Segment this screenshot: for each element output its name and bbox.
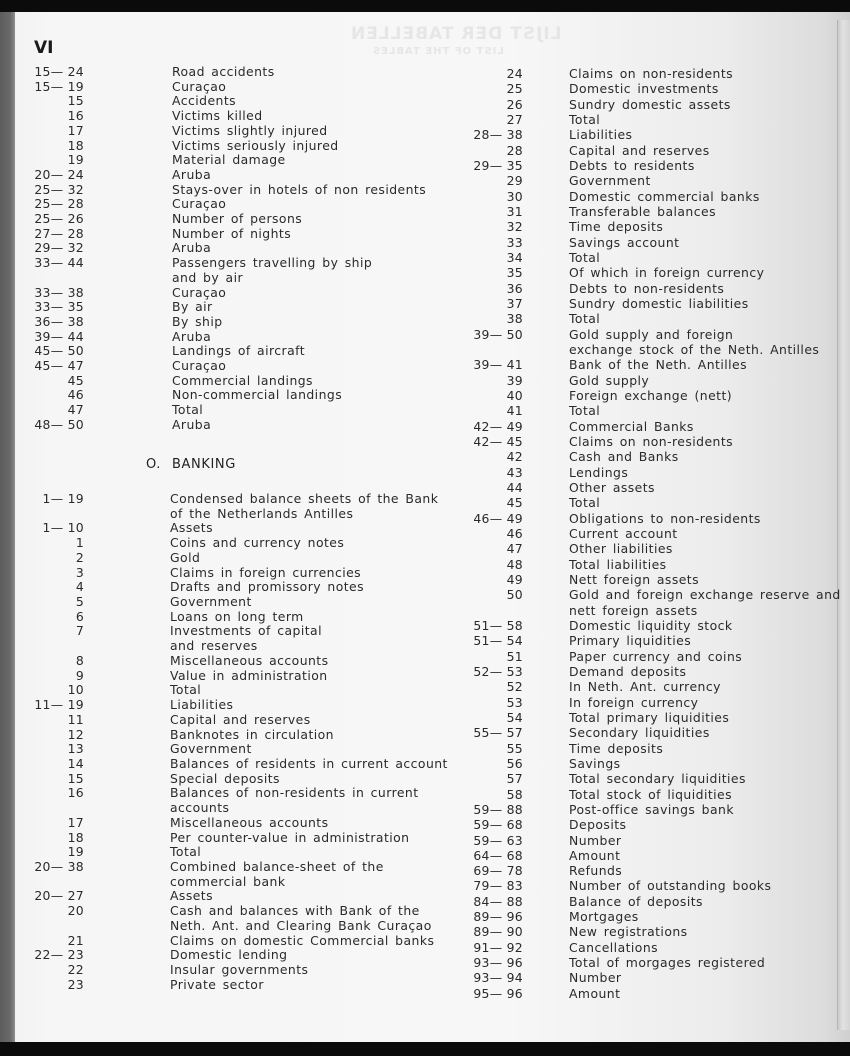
table-title: Debts to residents [569, 157, 695, 173]
table-title: Claims on non-residents [569, 66, 734, 81]
book-binding [0, 12, 15, 1042]
table-title: In Neth. Ant. currency [569, 679, 721, 695]
table-title: Deposits [569, 817, 627, 833]
table-number-range: 9 [75, 667, 84, 683]
table-title: Sundry domestic assets [569, 96, 731, 112]
table-number-range: 56 [506, 755, 523, 771]
table-title: Balance of deposits [569, 893, 703, 909]
table-title: Value in administration [170, 667, 328, 683]
table-number-range: 1 [75, 535, 84, 551]
table-number-range: 91— 92 [473, 939, 523, 955]
table-title: Domestic commercial banks [569, 188, 760, 204]
table-title: Total [569, 403, 601, 419]
table-number-range: 59— 63 [473, 832, 523, 848]
table-number-range: 26 [506, 96, 523, 112]
table-number-range: 45— 50 [34, 343, 84, 359]
table-number-range: 17 [67, 122, 84, 138]
table-title: Capital and reserves [569, 142, 710, 158]
table-title: Banknotes in circulation [170, 726, 334, 742]
table-title: Other assets [569, 479, 655, 495]
table-title: Investments of capital [170, 623, 322, 639]
table-number-range: 16 [67, 108, 84, 124]
table-number-range: 69— 78 [473, 863, 523, 879]
table-title: Amount [569, 847, 621, 863]
table-number-range: 29— 35 [473, 157, 523, 173]
table-title: Miscellaneous accounts [170, 814, 329, 830]
bleed-through-title: LIJST DER TABELLEN [350, 24, 562, 44]
table-number-range: 20— 38 [34, 859, 84, 874]
table-number-range: 1— 10 [42, 520, 84, 536]
table-number-range: 15 [67, 770, 84, 786]
table-title: Other liabilities [569, 541, 673, 557]
table-title: Refunds [569, 863, 623, 879]
table-title: Passengers travelling by ship [172, 255, 373, 271]
table-title: Victims slightly injured [172, 122, 328, 138]
table-title: Foreign exchange (nett) [569, 387, 733, 403]
table-number-range: 7 [75, 623, 84, 639]
table-title: Drafts and promissory notes [170, 579, 365, 595]
table-number-range: 13 [67, 741, 84, 757]
table-title: Gold supply and foreign [569, 326, 734, 342]
table-number-range: 37 [506, 295, 523, 311]
table-number-range: 11 [67, 711, 84, 727]
table-number-range: 79— 83 [473, 878, 523, 894]
table-number-range: 42— 45 [473, 433, 523, 449]
table-number-range: 36 [506, 280, 523, 296]
table-title: exchange stock of the Neth. Antilles [569, 341, 820, 357]
table-title: Loans on long term [170, 608, 304, 624]
table-title: Aruba [172, 166, 212, 182]
table-number-range: 24 [506, 66, 523, 81]
table-number-range: 1— 19 [42, 491, 84, 506]
table-number-range: 17 [67, 814, 84, 830]
table-title: Per counter-value in administration [170, 829, 410, 845]
table-number-range: 59— 68 [473, 817, 523, 833]
table-number-range: 15 [67, 93, 84, 109]
table-number-range: 52 [506, 679, 523, 695]
table-title: Secondary liquidities [569, 725, 710, 741]
table-number-range: 42— 49 [473, 418, 523, 434]
table-title: In foreign currency [569, 694, 699, 710]
table-number-range: 15— 19 [34, 78, 84, 94]
table-number-range: 15— 24 [34, 64, 84, 79]
table-number-range: 84— 88 [473, 893, 523, 909]
table-title: Time deposits [569, 740, 664, 756]
page-edge [837, 20, 850, 1030]
table-title: Stays-over in hotels of non residents [172, 181, 427, 197]
table-number-range: 18 [67, 829, 84, 845]
table-title: Claims on non-residents [569, 433, 734, 449]
table-title: Curaçao [172, 78, 227, 94]
table-title: Cancellations [569, 939, 659, 955]
table-title: Time deposits [569, 219, 664, 235]
table-number-range: 33— 35 [34, 299, 84, 315]
table-number-range: 39— 41 [473, 357, 523, 373]
table-title: Obligations to non-residents [569, 510, 761, 526]
table-number-range: 47 [67, 402, 84, 418]
table-number-range: 49 [506, 571, 523, 587]
table-title: Curaçao [172, 284, 227, 300]
table-title: Liabilities [170, 697, 234, 713]
table-title: Aruba [172, 328, 212, 344]
table-title: Total [569, 249, 601, 265]
table-title: Neth. Ant. and Clearing Bank Curaçao [170, 917, 432, 933]
table-number-range: 43 [506, 464, 523, 480]
table-title: Non-commercial landings [172, 387, 343, 403]
table-number-range: 39 [506, 372, 523, 388]
table-number-range: 33— 44 [34, 255, 84, 271]
table-number-range: 10 [67, 682, 84, 698]
table-title: Lendings [569, 464, 629, 480]
table-number-range: 95— 96 [473, 985, 523, 1001]
table-title: Debts to non-residents [569, 280, 725, 296]
table-title: nett foreign assets [569, 602, 698, 618]
table-number-range: 64— 68 [473, 847, 523, 863]
table-number-range: 25 [506, 81, 523, 97]
table-title: Total [170, 844, 202, 860]
table-number-range: 23 [67, 976, 84, 992]
table-number-range: 25— 26 [34, 211, 84, 226]
table-number-range: 39— 50 [473, 326, 523, 342]
table-number-range: 55— 57 [473, 725, 523, 741]
table-title: Accidents [172, 93, 237, 109]
table-title: Commercial landings [172, 372, 313, 388]
table-title: of the Netherlands Antilles [170, 505, 354, 521]
table-title: Mortgages [569, 909, 639, 925]
table-number-range: 20— 27 [34, 888, 84, 904]
table-number-range: 51 [506, 648, 523, 664]
table-number-range: 19 [67, 844, 84, 860]
table-number-range: 34 [506, 249, 523, 265]
table-number-range: 45 [67, 372, 84, 388]
table-title: Of which in foreign currency [569, 265, 765, 281]
table-number-range: 50 [506, 587, 523, 603]
table-title: Cash and balances with Bank of the [170, 903, 420, 919]
table-title: Aruba [172, 240, 212, 256]
table-number-range: 29 [506, 173, 523, 189]
table-title: Primary liquidities [569, 633, 692, 649]
table-title: Gold and foreign exchange reserve and [569, 587, 841, 603]
table-title: Domestic liquidity stock [569, 617, 733, 633]
table-title: Curaçao [172, 358, 227, 373]
table-number-range: 19 [67, 152, 84, 168]
table-title: Victims killed [172, 108, 263, 124]
table-title: Total of morgages registered [569, 955, 766, 971]
table-number-range: 4 [75, 579, 84, 595]
page-number: VI [34, 38, 54, 58]
table-number-range: 38 [506, 311, 523, 327]
table-title: and by air [172, 269, 244, 285]
table-title: Claims in foreign currencies [170, 564, 362, 580]
table-title: Current account [569, 525, 678, 541]
table-number-range: 25— 32 [34, 181, 84, 197]
table-number-range: 51— 58 [473, 617, 523, 633]
section-title: BANKING [172, 457, 236, 472]
table-number-range: 31 [506, 203, 523, 219]
section-heading [146, 457, 236, 472]
table-title: accounts [170, 800, 230, 816]
table-title: Total [170, 682, 202, 698]
table-title: Number [569, 832, 622, 848]
table-number-range: 35 [506, 265, 523, 281]
table-title: Transferable balances [569, 203, 716, 219]
table-title: Number [569, 970, 622, 986]
table-title: Amount [569, 985, 621, 1001]
table-title: Aruba [172, 416, 212, 432]
table-number-range: 32 [506, 219, 523, 235]
table-title: Total secondary liquidities [569, 771, 746, 787]
table-number-range: 11— 19 [34, 697, 84, 713]
table-title: Total liabilities [569, 556, 667, 572]
table-number-range: 45— 47 [34, 358, 84, 373]
table-number-range: 36— 38 [34, 313, 84, 329]
table-number-range: 27— 28 [34, 225, 84, 241]
table-title: Gold supply [569, 372, 650, 388]
table-number-range: 30 [506, 188, 523, 204]
table-number-range: 40 [506, 387, 523, 403]
table-number-range: 48 [506, 556, 523, 572]
table-number-range: 54 [506, 709, 523, 725]
table-title: Domestic investments [569, 81, 719, 97]
table-title: Number of persons [172, 211, 303, 226]
table-number-range: 47 [506, 541, 523, 557]
table-title: Liabilities [569, 127, 633, 143]
table-number-range: 20— 24 [34, 166, 84, 182]
table-title: Total [172, 402, 204, 418]
table-number-range: 45 [506, 495, 523, 511]
table-number-range: 6 [75, 608, 84, 624]
table-title: Domestic lending [170, 947, 288, 963]
table-number-range: 18 [67, 137, 84, 153]
table-number-range: 20 [67, 903, 84, 919]
table-number-range: 5 [75, 594, 84, 610]
table-title: Road accidents [172, 64, 275, 79]
table-title: Commercial Banks [569, 418, 694, 434]
table-title: Special deposits [170, 770, 280, 786]
table-number-range: 14 [67, 755, 84, 771]
table-title: Sundry domestic liabilities [569, 295, 749, 311]
table-number-range: 57 [506, 771, 523, 787]
table-number-range: 51— 54 [473, 633, 523, 649]
table-title: Insular governments [170, 962, 309, 978]
table-number-range: 93— 94 [473, 970, 523, 986]
table-title: Total primary liquidities [569, 709, 730, 725]
table-number-range: 46 [506, 525, 523, 541]
table-number-range: 46 [67, 387, 84, 403]
table-number-range: 58 [506, 786, 523, 802]
table-number-range: 8 [75, 652, 84, 668]
table-number-range: 42 [506, 449, 523, 465]
table-number-range: 25— 28 [34, 196, 84, 212]
table-number-range: 93— 96 [473, 955, 523, 971]
table-title: Savings [569, 755, 621, 771]
table-number-range: 22 [67, 962, 84, 978]
table-number-range: 21 [67, 932, 84, 948]
section-letter: O. [146, 457, 162, 472]
table-title: By air [172, 299, 213, 315]
table-number-range: 41 [506, 403, 523, 419]
table-title: Landings of aircraft [172, 343, 306, 359]
table-number-range: 3 [75, 564, 84, 580]
table-number-range: 29— 32 [34, 240, 84, 256]
table-title: Curaçao [172, 196, 227, 212]
table-title: Nett foreign assets [569, 571, 700, 587]
table-title: Claims on domestic Commercial banks [170, 932, 435, 948]
table-title: Gold [170, 549, 201, 565]
table-title: Paper currency and coins [569, 648, 743, 664]
table-number-range: 28 [506, 142, 523, 158]
table-title: Total [569, 111, 601, 127]
table-title: Number of nights [172, 225, 292, 241]
table-number-range: 39— 44 [34, 328, 84, 344]
table-title: Coins and currency notes [170, 535, 345, 551]
table-number-range: 48— 50 [34, 416, 84, 432]
table-title: Miscellaneous accounts [170, 652, 329, 668]
table-title: Cash and Banks [569, 449, 679, 465]
table-number-range: 16 [67, 785, 84, 801]
table-title: Total [569, 311, 601, 327]
table-title: Total [569, 495, 601, 511]
table-number-range: 52— 53 [473, 663, 523, 679]
table-number-range: 2 [75, 549, 84, 565]
table-title: Material damage [172, 152, 286, 168]
table-number-range: 22— 23 [34, 947, 84, 963]
table-number-range: 12 [67, 726, 84, 742]
table-number-range: 27 [506, 111, 523, 127]
table-number-range: 89— 90 [473, 924, 523, 940]
table-title: Bank of the Neth. Antilles [569, 357, 747, 373]
table-title: Capital and reserves [170, 711, 311, 727]
table-title: Government [170, 741, 252, 757]
table-number-range: 55 [506, 740, 523, 756]
table-title: Total stock of liquidities [569, 786, 733, 802]
table-title: Savings account [569, 234, 680, 250]
table-number-range: 46— 49 [473, 510, 523, 526]
table-title: Assets [170, 520, 214, 536]
table-number-range: 44 [506, 479, 523, 495]
table-title: Balances of non-residents in current [170, 785, 419, 801]
table-title: By ship [172, 313, 223, 329]
table-title: Post-office savings bank [569, 801, 734, 817]
table-title: Condensed balance sheets of the Bank [170, 491, 439, 506]
table-title: Government [569, 173, 651, 189]
table-number-range: 33— 38 [34, 284, 84, 300]
table-number-range: 53 [506, 694, 523, 710]
table-title: Assets [170, 888, 214, 904]
table-title: New registrations [569, 924, 688, 940]
table-title: Balances of residents in current account [170, 755, 448, 771]
table-title: Victims seriously injured [172, 137, 339, 153]
table-title: Demand deposits [569, 663, 687, 679]
bleed-through-subtitle: LIST OF THE TABLES [372, 46, 504, 57]
table-number-range: 59— 88 [473, 801, 523, 817]
table-number-range: 28— 38 [473, 127, 523, 143]
table-title: Combined balance-sheet of the [170, 859, 384, 874]
table-title: Number of outstanding books [569, 878, 772, 894]
table-number-range: 89— 96 [473, 909, 523, 925]
table-title: Private sector [170, 976, 264, 992]
table-number-range: 33 [506, 234, 523, 250]
table-title: commercial bank [170, 873, 286, 889]
table-title: Government [170, 594, 252, 610]
table-title: and reserves [170, 638, 258, 654]
